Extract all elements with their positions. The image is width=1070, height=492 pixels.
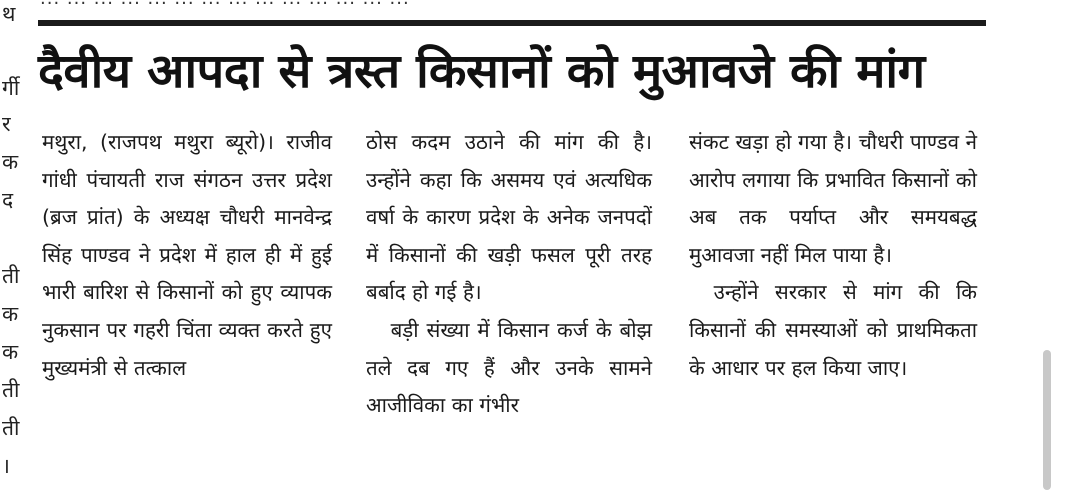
column-2-paragraph-1: ठोस कदम उठाने की मांग की है। उन्होंने कहा कि असमय एवं अत्यधिक वर्षा के कारण प्रदेश के अनेक जनपदों में किसानों की खड़ी फसल पूरी तरह बर्बाद हो गई है।: [366, 130, 652, 305]
left-margin-strip: [0, 0, 22, 492]
column-1-paragraph-1: मथुरा, (राजपथ मथुरा ब्यूरो)। राजीव गांधी पंचायती राज संगठन उत्तर प्रदेश (ब्रज प्रांत) के अध्यक्ष चौधरी मानवेन्द्र सिंह पाण्डव ने प्रदेश में हाल ही में हुई भारी बारिश से किसानों को हुए व्यापक नुकसान पर गहरी चिंता व्यक्त करते हुए मुख्यमंत्री से तत्काल: [42, 130, 332, 380]
margin-fragment: थ: [2, 2, 16, 26]
margin-fragment: द: [2, 188, 14, 212]
article-headline: दैवीय आपदा से त्रस्त किसानों को मुआवजे की मांग: [38, 44, 925, 99]
margin-fragment: क: [2, 340, 19, 364]
margin-fragment: ती: [2, 416, 20, 440]
margin-fragment: क: [2, 150, 19, 174]
article-column-3: [689, 124, 977, 387]
article-column-2: [366, 124, 652, 425]
column-3-paragraph-2: उन्होंने सरकार से मांग की कि किसानों की समस्याओं को प्राथमिकता के आधार पर हल किया जाए।: [689, 280, 977, 380]
article-column-1: [42, 124, 332, 387]
margin-fragment: क: [2, 302, 19, 326]
margin-fragment: ।: [2, 454, 10, 478]
column-2-paragraph-2: बड़ी संख्या में किसान कर्ज के बोझ तले दब गए हैं और उनके सामने आजीविका का गंभीर: [366, 317, 652, 418]
margin-fragment: र: [2, 112, 11, 136]
margin-fragment: ती: [2, 378, 20, 402]
margin-fragment: र्गी: [2, 76, 20, 100]
vertical-scrollbar[interactable]: [1043, 350, 1051, 490]
column-3-paragraph-1: संकट खड़ा हो गया है। चौधरी पाण्डव ने आरोप लगाया कि प्रभावित किसानों को अब तक पर्याप्त और समयबद्ध मुआवजा नहीं मिल पाया है।: [689, 130, 977, 267]
margin-fragment: ती: [2, 264, 20, 288]
headline-rule: [38, 20, 986, 26]
previous-article-cut-line: [40, 0, 980, 10]
